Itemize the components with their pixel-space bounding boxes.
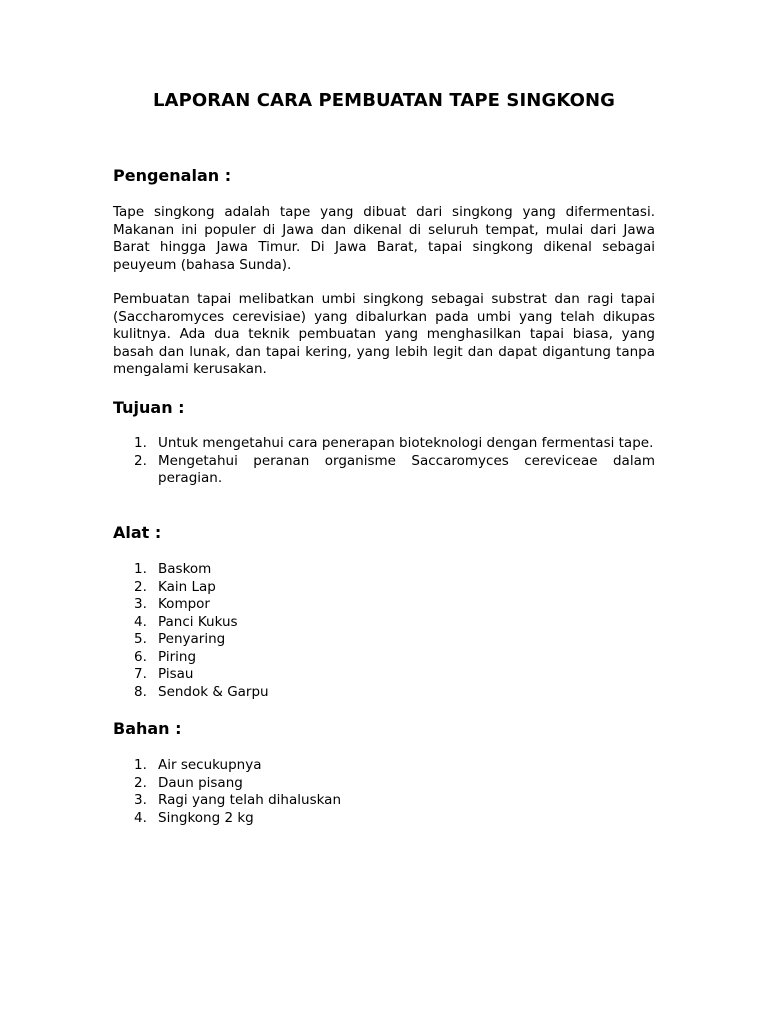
list-number: 6. xyxy=(134,648,147,665)
tujuan-heading: Tujuan : xyxy=(113,398,185,417)
list-item xyxy=(113,757,655,775)
list-text: Untuk mengetahui cara penerapan bioteknologi dengan fermentasi tape. xyxy=(158,435,654,451)
list-text: Daun pisang xyxy=(158,774,243,791)
list-number: 2. xyxy=(134,452,147,469)
list-text: Penyaring xyxy=(158,631,226,647)
list-text: Ragi yang telah dihaluskan xyxy=(158,792,342,808)
bahan-list xyxy=(113,757,655,827)
list-number: 2. xyxy=(134,774,147,791)
list-number: 7. xyxy=(134,666,147,682)
list-number: 1. xyxy=(134,757,147,773)
bahan-heading: Bahan : xyxy=(113,719,182,738)
list-item xyxy=(113,435,655,453)
list-text: Sendok & Garpu xyxy=(158,683,269,700)
list-number: 1. xyxy=(134,561,147,577)
list-number: 8. xyxy=(134,683,147,700)
list-number: 1. xyxy=(134,435,147,451)
list-item xyxy=(113,631,655,649)
list-item xyxy=(113,810,655,828)
list-text: Piring xyxy=(158,648,197,665)
list-number: 2. xyxy=(134,578,147,595)
pengenalan-paragraph-2: Pembuatan tapai melibatkan umbi singkong sebagai substrat dan ragi tapai (Saccharomyces cerevisiae) yang dibalurkan pada umbi yang telah dikupas kulitnya. Ada dua teknik pembuatan yang menghasilkan tapai biasa, yang basah dan lunak, dan tapai kering, yang lebih legit dan dapat digantung tanpa mengalami kerusakan. xyxy=(113,291,655,377)
list-text: Baskom xyxy=(158,561,212,577)
alat-list xyxy=(113,561,655,701)
list-number: 4. xyxy=(134,613,147,630)
list-number: 3. xyxy=(134,596,147,612)
document-title: LAPORAN CARA PEMBUATAN TAPE SINGKONG xyxy=(152,90,616,111)
list-text: Mengetahui peranan organisme Saccaromyces cereviceae dalam peragian. xyxy=(158,452,655,486)
list-number: 3. xyxy=(134,792,147,808)
list-item xyxy=(113,792,655,810)
list-number: 4. xyxy=(134,809,147,826)
list-item xyxy=(113,579,655,597)
list-item xyxy=(113,666,655,684)
list-item xyxy=(113,453,655,488)
list-number: 5. xyxy=(134,631,147,647)
tujuan-list xyxy=(113,435,655,488)
list-text: Kompor xyxy=(158,596,210,612)
list-text: Panci Kukus xyxy=(158,613,238,630)
list-item xyxy=(113,775,655,793)
list-text: Singkong 2 kg xyxy=(158,809,254,826)
list-item xyxy=(113,596,655,614)
list-item xyxy=(113,561,655,579)
list-text: Kain Lap xyxy=(158,578,216,595)
alat-heading: Alat : xyxy=(113,523,162,542)
list-text: Pisau xyxy=(158,666,194,682)
list-text: Air secukupnya xyxy=(158,757,262,773)
pengenalan-heading: Pengenalan : xyxy=(113,166,232,185)
list-item xyxy=(113,649,655,667)
list-item xyxy=(113,684,655,702)
pengenalan-paragraph-1: Tape singkong adalah tape yang dibuat dari singkong yang difermentasi. Makanan ini populer di Jawa dan dikenal di seluruh tempat, mulai dari Jawa Barat hingga Jawa Timur. Di Jawa Barat, tapai singkong dikenal sebagai peuyeum (bahasa Sunda). xyxy=(113,204,655,273)
list-item xyxy=(113,614,655,632)
